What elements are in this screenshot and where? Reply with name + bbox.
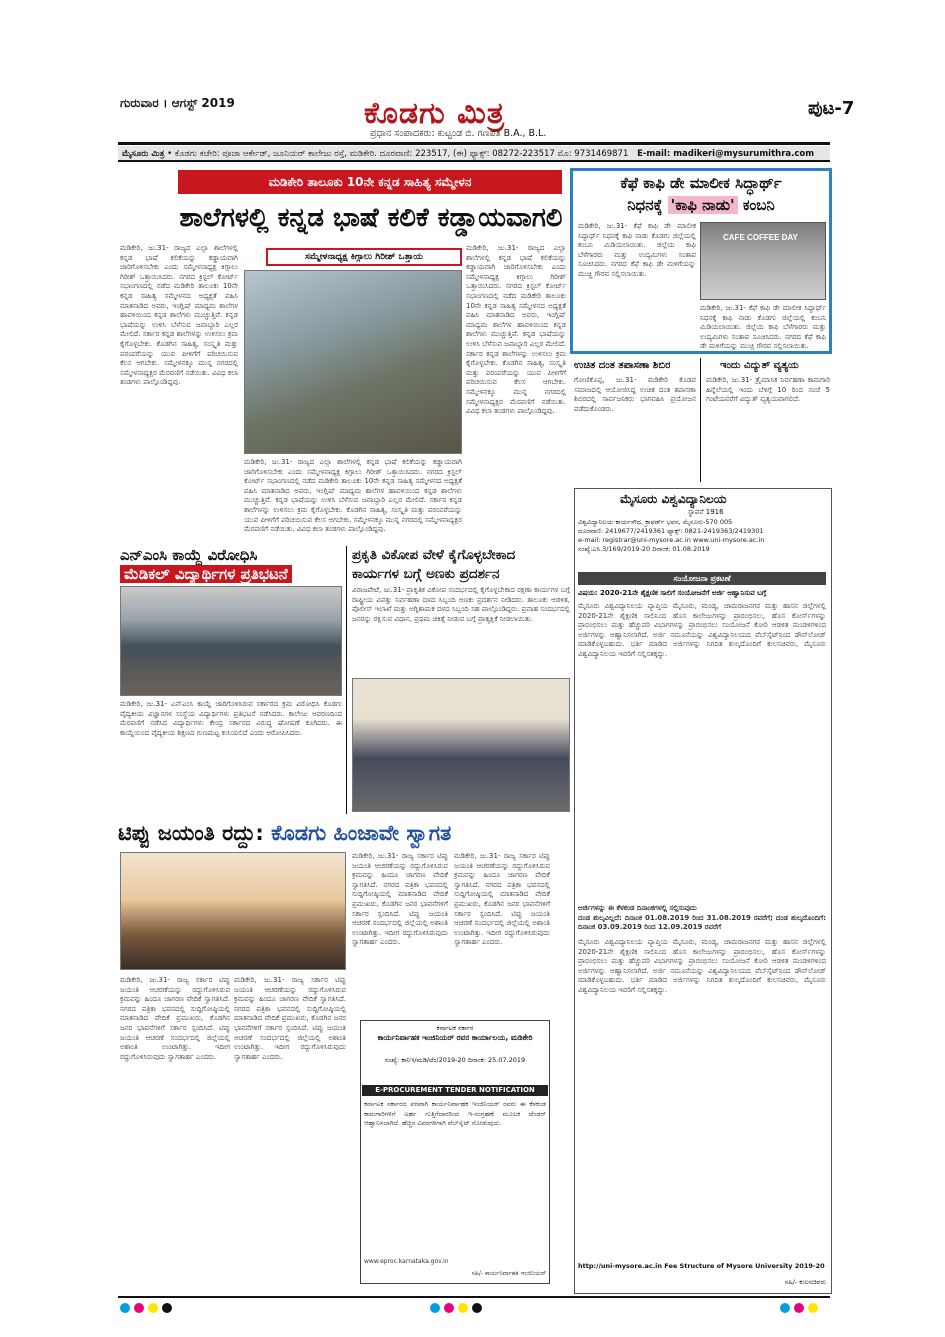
university-established: ಸ್ಥಾಪನೆ 1916 bbox=[688, 508, 724, 516]
lead-banner: ಮಡಿಕೇರಿ ತಾಲೂಕು 10ನೇ ಕನ್ನಡ ಸಾಹಿತ್ಯ ಸಮ್ಮೇಳನ bbox=[178, 170, 562, 194]
brief-power-title: ಇಂದು ವಿದ್ಯುತ್ ವ್ಯತ್ಯಯ bbox=[720, 360, 799, 371]
tipu-headline-black: ಟಿಪ್ಪು ಜಯಂತಿ ರದ್ದು: bbox=[118, 821, 264, 845]
university-notice-bar: ಸಂಯೋಜನಾ ಪ್ರಕಟಣೆ bbox=[578, 572, 826, 585]
cafe-headline-line2 bbox=[576, 194, 826, 216]
university-dates-body: ದಂಡ ಶುಲ್ಕವಿಲ್ಲದೆ: ದಿನಾಂಕ 01.08.2019 ರಿಂದ 31.08.2019 ರವರೆಗೆ; ದಂಡ ಶುಲ್ಕದೊಂದಿಗೆ: ದಿನಾಂಕ 03.09.2019 ರಿಂದ 12.09.2019 ರವರೆಗೆ bbox=[578, 913, 826, 932]
registration-mark-black-2 bbox=[472, 1303, 482, 1313]
disaster-body: ವಿರಾಜಪೇಟೆ, ಜು.31- ಪ್ರಾಕೃತಿಕ ವಿಕೋಪ ಸಂದರ್ಭದಲ್ಲಿ ಕೈಗೊಳ್ಳಬೇಕಾದ ರಕ್ಷಣಾ ಕಾರ್ಯಗಳ ಬಗ್ಗೆ ರಾಷ್ಟ್ರೀಯ ವಿಪತ್ತು ನಿರ್ವಹಣಾ ದಳದ ಸಿಬ್ಬಂದಿ ಅಣಕು ಪ್ರದರ್ಶನ ನೀಡಿದರು. ತಾಲೂಕು ಆಡಳಿತ, ಪೊಲೀಸ್ ಇಲಾಖೆ ಮತ್ತು ಅಗ್ನಿಶಾಮಕ ದಳದ ಸಿಬ್ಬಂದಿ ಸಹ ಪಾಲ್ಗೊಂಡಿದ್ದರು. ಪ್ರವಾಹ ಸಂದರ್ಭದಲ್ಲಿ ಜನರನ್ನು ರಕ್ಷಿಸುವ ವಿಧಾನ, ಪ್ರಥಮ ಚಿಕಿತ್ಸೆ ನೀಡುವ ಬಗ್ಗೆ ಪ್ರಾತ್ಯಕ್ಷಿಕೆ ನೀಡಲಾಯಿತು. bbox=[352, 586, 570, 623]
lead-body-col3: ಮಡಿಕೇರಿ, ಜು.31- ರಾಜ್ಯದ ಎಲ್ಲಾ ಶಾಲೆಗಳಲ್ಲಿ ಕನ್ನಡ ಭಾಷೆ ಕಲಿಕೆಯನ್ನು ಕಡ್ಡಾಯವಾಗಿ ಜಾರಿಗೊಳಿಸಬೇಕು ಎಂದು ಸಮ್ಮೇಳನಾಧ್ಯಕ್ಷ ಕಿಗ್ಗಾಲು ಗಿರೀಶ್ ಒತ್ತಾಯಿಸಿದರು. ನಗರದ ಕ್ರಿಸ್ಟಲ್ ಕೋರ್ಟ್ ಸಭಾಂಗಣದಲ್ಲಿ ನಡೆದ ಮಡಿಕೇರಿ ತಾಲೂಕು 10ನೇ ಕನ್ನಡ ಸಾಹಿತ್ಯ ಸಮ್ಮೇಳನದ ಅಧ್ಯಕ್ಷತೆ ವಹಿಸಿ ಮಾತನಾಡಿದ ಅವರು, ಇಂಗ್ಲಿಷ್ ಮಾಧ್ಯಮ ಶಾಲೆಗಳ ಹಾವಳಿಯಿಂದ ಕನ್ನಡ ಶಾಲೆಗಳು ಮುಚ್ಚುತ್ತಿವೆ. ಕನ್ನಡ ಭಾಷೆಯನ್ನು ಉಳಿಸಿ ಬೆಳೆಸುವ ಜವಾಬ್ದಾರಿ ಎಲ್ಲರ ಮೇಲಿದೆ. ಸರ್ಕಾರ ಕನ್ನಡ ಶಾಲೆಗಳನ್ನು ಉಳಿಸಲು ಕ್ರಮ ಕೈಗೊಳ್ಳಬೇಕು. ಕೊಡಗಿನ ಸಾಹಿತ್ಯ, ಸಂಸ್ಕೃತಿ ಮತ್ತು ಪರಂಪರೆಯನ್ನು ಯುವ ಪೀಳಿಗೆಗೆ ಪರಿಚಯಿಸುವ ಕೆಲಸ ಆಗಬೇಕು. ಸಮ್ಮೇಳನಕ್ಕೂ ಮುನ್ನ ನಗರದಲ್ಲಿ ಸಮ್ಮೇಳನಾಧ್ಯಕ್ಷರ ಮೆರವಣಿಗೆ ನಡೆಯಿತು. ವಿವಿಧ ಕಲಾ ತಂಡಗಳು ಪಾಲ್ಗೊಂಡಿದ್ದವು. bbox=[466, 244, 566, 416]
registration-mark-yellow-2 bbox=[458, 1303, 468, 1313]
tender-ref: ಸಂಖ್ಯೆ: ಕಾನಿಇ/ಮಡಿ/ಟೆಂ/2019-20 ದಿನಾಂಕ: 25.07.2019 bbox=[384, 1056, 526, 1064]
cafe-headline-line1: ಕೆಫೆ ಕಾಫಿ ಡೇ ಮಾಲೀಕ ಸಿದ್ಧಾರ್ಥ್ bbox=[620, 174, 782, 192]
cafe-store-photo bbox=[700, 222, 826, 300]
tender-website[interactable]: www.eproc.karnataka.gov.in bbox=[364, 1258, 449, 1265]
tipu-headline bbox=[118, 818, 568, 848]
university-ref: ಸಂಖ್ಯೆ:ಎಸಿ.3/169/2019-20 ದಿನಾಂಕ: 01.08.2019 bbox=[578, 545, 710, 553]
university-website-note[interactable]: http://uni-mysore.ac.in Fee Structure of Mysore University 2019-20 bbox=[578, 1262, 825, 1270]
issue-date: ಗುರುವಾರ । ಆಗಸ್ಟ್ 2019 bbox=[120, 96, 235, 110]
infobar-brand: ಮೈಸೂರು ಮಿತ್ರ bbox=[122, 149, 165, 159]
tipu-body-col2: ಮಡಿಕೇರಿ, ಜು.31- ರಾಜ್ಯ ಸರ್ಕಾರ ಟಿಪ್ಪು ಜಯಂತಿ ಆಚರಣೆಯನ್ನು ರದ್ದುಗೊಳಿಸಿರುವ ಕ್ರಮವನ್ನು ಹಿಂದೂ ಜಾಗರಣ ವೇದಿಕೆ ಸ್ವಾಗತಿಸಿದೆ. ನಗರದ ಪತ್ರಿಕಾ ಭವನದಲ್ಲಿ ಸುದ್ದಿಗೋಷ್ಠಿಯಲ್ಲಿ ಮಾತನಾಡಿದ ವೇದಿಕೆ ಪ್ರಮುಖರು, ಕೊಡಗಿನ ಜನರ ಭಾವನೆಗಳಿಗೆ ಸರ್ಕಾರ ಸ್ಪಂದಿಸಿದೆ. ಟಿಪ್ಪು ಜಯಂತಿ ಆಚರಣೆ ಸಂದರ್ಭದಲ್ಲಿ ಜಿಲ್ಲೆಯಲ್ಲಿ ಅಶಾಂತಿ ಉಂಟಾಗಿತ್ತು. ಇದೀಗ ರದ್ದುಗೊಳಿಸಿರುವುದು ಸ್ವಾಗತಾರ್ಹ ಎಂದರು. bbox=[234, 976, 346, 1061]
tender-title-bar: E-PROCUREMENT TENDER NOTIFICATION bbox=[362, 1085, 548, 1096]
brief-dental-title: ಉಚಿತ ದಂತ ತಪಾಸಣಾ ಶಿಬಿರ bbox=[574, 360, 671, 371]
cafe-headline-highlight: 'ಕಾಫಿ ನಾಡು' bbox=[668, 196, 738, 214]
disaster-headline bbox=[352, 546, 570, 584]
tipu-headline-blue: ಕೊಡಗು ಹಿಂಜಾವೇ ಸ್ವಾಗತ bbox=[271, 821, 452, 845]
university-title: ಮೈಸೂರು ವಿಶ್ವವಿದ್ಯಾನಿಲಯ bbox=[620, 492, 727, 506]
footer-rule bbox=[118, 1296, 830, 1298]
nmc-headline-line2: ಮೆಡಿಕಲ್ ವಿದ್ಯಾರ್ಥಿಗಳ ಪ್ರತಿಭಟನೆ bbox=[120, 565, 292, 583]
tender-office: ಕಾರ್ಯನಿರ್ವಾಹಕ ಇಂಜಿನಿಯರ್ ರವರ ಕಾರ್ಯಾಲಯ, ಮಡಿಕೇರಿ bbox=[377, 1033, 533, 1042]
university-signature: ಸಹಿ/- ಕುಲಸಚಿವರು bbox=[784, 1278, 826, 1286]
lead-headline: ಶಾಲೆಗಳಲ್ಲಿ ಕನ್ನಡ ಭಾಷೆ ಕಲಿಕೆ ಕಡ್ಡಾಯವಾಗಲಿ bbox=[179, 203, 563, 233]
tipu-body-col4: ಮಡಿಕೇರಿ, ಜು.31- ರಾಜ್ಯ ಸರ್ಕಾರ ಟಿಪ್ಪು ಜಯಂತಿ ಆಚರಣೆಯನ್ನು ರದ್ದುಗೊಳಿಸಿರುವ ಕ್ರಮವನ್ನು ಹಿಂದೂ ಜಾಗರಣ ವೇದಿಕೆ ಸ್ವಾಗತಿಸಿದೆ. ನಗರದ ಪತ್ರಿಕಾ ಭವನದಲ್ಲಿ ಸುದ್ದಿಗೋಷ್ಠಿಯಲ್ಲಿ ಮಾತನಾಡಿದ ವೇದಿಕೆ ಪ್ರಮುಖರು, ಕೊಡಗಿನ ಜನರ ಭಾವನೆಗಳಿಗೆ ಸರ್ಕಾರ ಸ್ಪಂದಿಸಿದೆ. ಟಿಪ್ಪು ಜಯಂತಿ ಆಚರಣೆ ಸಂದರ್ಭದಲ್ಲಿ ಜಿಲ್ಲೆಯಲ್ಲಿ ಅಶಾಂತಿ ಉಂಟಾಗಿತ್ತು. ಇದೀಗ ರದ್ದುಗೊಳಿಸಿರುವುದು ಸ್ವಾಗತಾರ್ಹ ಎಂದರು. bbox=[454, 852, 550, 947]
university-email[interactable]: e-mail: registrar@uni-mysore.ac.in www.uni-mysore.ac.in bbox=[578, 536, 765, 544]
university-address: ವಿಶ್ವವಿದ್ಯಾನಿಲಯ ಕಾರ್ಯಸೌಧ, ಕ್ರಾಫರ್ಡ್ ಭವನ, ಮೈಸೂರು-570 005 bbox=[578, 518, 733, 526]
column-divider bbox=[346, 546, 347, 814]
lead-body-col2: ಮಡಿಕೇರಿ, ಜು.31- ರಾಜ್ಯದ ಎಲ್ಲಾ ಶಾಲೆಗಳಲ್ಲಿ ಕನ್ನಡ ಭಾಷೆ ಕಲಿಕೆಯನ್ನು ಕಡ್ಡಾಯವಾಗಿ ಜಾರಿಗೊಳಿಸಬೇಕು ಎಂದು ಸಮ್ಮೇಳನಾಧ್ಯಕ್ಷ ಕಿಗ್ಗಾಲು ಗಿರೀಶ್ ಒತ್ತಾಯಿಸಿದರು. ನಗರದ ಕ್ರಿಸ್ಟಲ್ ಕೋರ್ಟ್ ಸಭಾಂಗಣದಲ್ಲಿ ನಡೆದ ಮಡಿಕೇರಿ ತಾಲೂಕು 10ನೇ ಕನ್ನಡ ಸಾಹಿತ್ಯ ಸಮ್ಮೇಳನದ ಅಧ್ಯಕ್ಷತೆ ವಹಿಸಿ ಮಾತನಾಡಿದ ಅವರು, ಇಂಗ್ಲಿಷ್ ಮಾಧ್ಯಮ ಶಾಲೆಗಳ ಹಾವಳಿಯಿಂದ ಕನ್ನಡ ಶಾಲೆಗಳು ಮುಚ್ಚುತ್ತಿವೆ. ಕನ್ನಡ ಭಾಷೆಯನ್ನು ಉಳಿಸಿ ಬೆಳೆಸುವ ಜವಾಬ್ದಾರಿ ಎಲ್ಲರ ಮೇಲಿದೆ. ಸರ್ಕಾರ ಕನ್ನಡ ಶಾಲೆಗಳನ್ನು ಉಳಿಸಲು ಕ್ರಮ ಕೈಗೊಳ್ಳಬೇಕು. ಕೊಡಗಿನ ಸಾಹಿತ್ಯ, ಸಂಸ್ಕೃತಿ ಮತ್ತು ಪರಂಪರೆಯನ್ನು ಯುವ ಪೀಳಿಗೆಗೆ ಪರಿಚಯಿಸುವ ಕೆಲಸ ಆಗಬೇಕು. ಸಮ್ಮೇಳನಕ್ಕೂ ಮುನ್ನ ನಗರದಲ್ಲಿ ಸಮ್ಮೇಳನಾಧ್ಯಕ್ಷರ ಮೆರವಣಿಗೆ ನಡೆಯಿತು. ವಿವಿಧ ಕಲಾ ತಂಡಗಳು ಪಾಲ್ಗೊಂಡಿದ್ದವು. bbox=[244, 458, 462, 534]
tender-header bbox=[362, 1024, 548, 1065]
masthead-rule bbox=[118, 142, 830, 145]
cafe-body-col2: ಮಡಿಕೇರಿ, ಜು.31- ಕೆಫೆ ಕಾಫಿ ಡೇ ಮಾಲೀಕ ಸಿದ್ಧಾರ್ಥ್ ನಿಧನಕ್ಕೆ ಕಾಫಿ ನಾಡು ಕೊಡಗು ಜಿಲ್ಲೆಯಲ್ಲಿ ಕಂಬನಿ ಮಿಡಿಯಲಾಯಿತು. ಜಿಲ್ಲೆಯ ಕಾಫಿ ಬೆಳೆಗಾರರು ಮತ್ತು ಉದ್ಯಮಿಗಳು ಸಂತಾಪ ಸೂಚಿಸಿದರು. ನಗರದ ಕೆಫೆ ಕಾಫಿ ಡೇ ಮಳಿಗೆಯನ್ನು ಮುಚ್ಚಿ ಗೌರವ ಸಲ್ಲಿಸಲಾಯಿತು. bbox=[700, 304, 826, 350]
cafe-headline-pre: ನಿಧನಕ್ಕೆ bbox=[627, 196, 663, 214]
brief-power-body: ಮಡಿಕೇರಿ, ಜು.31- ತ್ರೈಮಾಸಿಕ ನಿರ್ವಹಣಾ ಕಾಮಗಾರಿ ಹಿನ್ನೆಲೆಯಲ್ಲಿ ಇಂದು ಬೆಳಿಗ್ಗೆ 10 ರಿಂದ ಸಂಜೆ 5 ಗಂಟೆಯವರೆಗೆ ವಿದ್ಯುತ್ ವ್ಯತ್ಯಯವಾಗಲಿದೆ. bbox=[706, 376, 830, 404]
tender-dept: ಕರ್ನಾಟಕ ಸರ್ಕಾರ bbox=[436, 1024, 474, 1032]
registration-mark-cyan-3 bbox=[780, 1303, 790, 1313]
tender-body: ಕರ್ನಾಟಕ ಸರ್ಕಾರದ ಪರವಾಗಿ ಕಾರ್ಯನಿರ್ವಾಹಕ ಇಂಜಿನಿಯರ್ ರವರು ಈ ಕೆಳಕಂಡ ಕಾಮಗಾರಿಗಳಿಗೆ ಅರ್ಹ ಗುತ್ತಿಗೆದಾರರಿಂದ ಇ-ಸಂಗ್ರಹಣೆ ಮೂಲಕ ಟೆಂಡರ್ ಆಹ್ವಾನಿಸಲಾಗಿದೆ. ಹೆಚ್ಚಿನ ವಿವರಗಳಿಗಾಗಿ ವೆಬ್‌ಸೈಟ್ ನೋಡುವುದು. bbox=[364, 1100, 546, 1128]
registration-mark-magenta bbox=[134, 1303, 144, 1313]
registration-mark-yellow-3 bbox=[808, 1303, 818, 1313]
newspaper-logo: ಕೊಡಗು ಮಿತ್ರ bbox=[364, 96, 506, 131]
disaster-headline-line2: ಕಾರ್ಯಗಳ ಬಗ್ಗೆ ಅಣಕು ಪ್ರದರ್ಶನ bbox=[352, 566, 500, 582]
university-header bbox=[578, 518, 828, 554]
tender-signature: ಸಹಿ/- ಕಾರ್ಯನಿರ್ವಾಹಕ ಇಂಜಿನಿಯರ್ bbox=[471, 1270, 546, 1277]
cafe-store-sign: CAFE COFFEE DAY bbox=[723, 233, 798, 242]
lead-caption: ಸಮ್ಮೇಳನಾಧ್ಯಕ್ಷ ಕಿಗ್ಗಾಲು ಗಿರೀಶ್ ಒತ್ತಾಯ bbox=[266, 248, 462, 266]
infobar-email: E-mail: madikeri@mysurumithra.com bbox=[637, 149, 815, 159]
nmc-body: ಮಡಿಕೇರಿ, ಜು.31- ಎನ್‌ಎಂಸಿ ಕಾಯ್ದೆ ಜಾರಿಗೊಳಿಸಿರುವ ಸರ್ಕಾರದ ಕ್ರಮ ವಿರೋಧಿಸಿ ಕೊಡಗು ವೈದ್ಯಕೀಯ ವಿಜ್ಞಾನಗಳ ಸಂಸ್ಥೆಯ ವಿದ್ಯಾರ್ಥಿಗಳು ಪ್ರತಿಭಟನೆ ನಡೆಸಿದರು. ಕಾಲೇಜು ಆವರಣದಿಂದ ಮೆರವಣಿಗೆ ನಡೆಸಿದ ವಿದ್ಯಾರ್ಥಿಗಳು ಕೇಂದ್ರ ಸರ್ಕಾರದ ವಿರುದ್ಧ ಘೋಷಣೆ ಕೂಗಿದರು. ಈ ಕಾಯ್ದೆಯಿಂದ ವೈದ್ಯಕೀಯ ಶಿಕ್ಷಣದ ಗುಣಮಟ್ಟ ಕುಸಿಯಲಿದೆ ಎಂದು ಆರೋಪಿಸಿದರು. bbox=[120, 700, 342, 737]
press-meet-photo bbox=[120, 852, 346, 970]
registration-mark-yellow bbox=[148, 1303, 158, 1313]
tipu-body-col1: ಮಡಿಕೇರಿ, ಜು.31- ರಾಜ್ಯ ಸರ್ಕಾರ ಟಿಪ್ಪು ಜಯಂತಿ ಆಚರಣೆಯನ್ನು ರದ್ದುಗೊಳಿಸಿರುವ ಕ್ರಮವನ್ನು ಹಿಂದೂ ಜಾಗರಣ ವೇದಿಕೆ ಸ್ವಾಗತಿಸಿದೆ. ನಗರದ ಪತ್ರಿಕಾ ಭವನದಲ್ಲಿ ಸುದ್ದಿಗೋಷ್ಠಿಯಲ್ಲಿ ಮಾತನಾಡಿದ ವೇದಿಕೆ ಪ್ರಮುಖರು, ಕೊಡಗಿನ ಜನರ ಭಾವನೆಗಳಿಗೆ ಸರ್ಕಾರ ಸ್ಪಂದಿಸಿದೆ. ಟಿಪ್ಪು ಜಯಂತಿ ಆಚರಣೆ ಸಂದರ್ಭದಲ್ಲಿ ಜಿಲ್ಲೆಯಲ್ಲಿ ಅಶಾಂತಿ ಉಂಟಾಗಿತ್ತು. ಇದೀಗ ರದ್ದುಗೊಳಿಸಿರುವುದು ಸ್ವಾಗತಾರ್ಹ ಎಂದರು. bbox=[120, 976, 230, 1061]
disaster-headline-line1: ಪ್ರಕೃತಿ ವಿಕೋಪ ವೇಳೆ ಕೈಗೊಳ್ಳಬೇಕಾದ bbox=[352, 547, 516, 563]
registration-mark-cyan bbox=[120, 1303, 130, 1313]
lead-body-col1: ಮಡಿಕೇರಿ, ಜು.31- ರಾಜ್ಯದ ಎಲ್ಲಾ ಶಾಲೆಗಳಲ್ಲಿ ಕನ್ನಡ ಭಾಷೆ ಕಲಿಕೆಯನ್ನು ಕಡ್ಡಾಯವಾಗಿ ಜಾರಿಗೊಳಿಸಬೇಕು ಎಂದು ಸಮ್ಮೇಳನಾಧ್ಯಕ್ಷ ಕಿಗ್ಗಾಲು ಗಿರೀಶ್ ಒತ್ತಾಯಿಸಿದರು. ನಗರದ ಕ್ರಿಸ್ಟಲ್ ಕೋರ್ಟ್ ಸಭಾಂಗಣದಲ್ಲಿ ನಡೆದ ಮಡಿಕೇರಿ ತಾಲೂಕು 10ನೇ ಕನ್ನಡ ಸಾಹಿತ್ಯ ಸಮ್ಮೇಳನದ ಅಧ್ಯಕ್ಷತೆ ವಹಿಸಿ ಮಾತನಾಡಿದ ಅವರು, ಇಂಗ್ಲಿಷ್ ಮಾಧ್ಯಮ ಶಾಲೆಗಳ ಹಾವಳಿಯಿಂದ ಕನ್ನಡ ಶಾಲೆಗಳು ಮುಚ್ಚುತ್ತಿವೆ. ಕನ್ನಡ ಭಾಷೆಯನ್ನು ಉಳಿಸಿ ಬೆಳೆಸುವ ಜವಾಬ್ದಾರಿ ಎಲ್ಲರ ಮೇಲಿದೆ. ಸರ್ಕಾರ ಕನ್ನಡ ಶಾಲೆಗಳನ್ನು ಉಳಿಸಲು ಕ್ರಮ ಕೈಗೊಳ್ಳಬೇಕು. ಕೊಡಗಿನ ಸಾಹಿತ್ಯ, ಸಂಸ್ಕೃತಿ ಮತ್ತು ಪರಂಪರೆಯನ್ನು ಯುವ ಪೀಳಿಗೆಗೆ ಪರಿಚಯಿಸುವ ಕೆಲಸ ಆಗಬೇಕು. ಸಮ್ಮೇಳನಕ್ಕೂ ಮುನ್ನ ನಗರದಲ್ಲಿ ಸಮ್ಮೇಳನಾಧ್ಯಕ್ಷರ ಮೆರವಣಿಗೆ ನಡೆಯಿತು. ವಿವಿಧ ಕಲಾ ತಂಡಗಳು ಪಾಲ್ಗೊಂಡಿದ್ದವು. bbox=[120, 244, 238, 387]
nmc-headline bbox=[120, 546, 342, 584]
page-number: ಪುಟ-7 bbox=[808, 98, 855, 119]
infobar-address: • ಕೊಡಗು ಕಚೇರಿ: ಪೂಜಾ ಆರ್ಕೇಡ್, ಜೂನಿಯರ್ ಕಾಲೇಜು ರಸ್ತೆ, ಮಡಿಕೇರಿ. ದೂರವಾಣಿ: 223517, (ಈ) ಫ್ಯಾಕ್ಸ್: 08272-223517 ಮೊ: 9731469871 bbox=[167, 149, 629, 159]
mock-drill-photo bbox=[352, 678, 570, 812]
cafe-headline bbox=[576, 172, 826, 216]
student-protest-photo bbox=[120, 586, 342, 696]
brief-dental-body: ಗೋಣಿಕೊಪ್ಪ, ಜು.31- ಮಡಿಕೇರಿ ಕೊಡವ ಸಮಾಜದಲ್ಲಿ ಆಯೋಜಿಸಿದ್ದ ಉಚಿತ ದಂತ ತಪಾಸಣಾ ಶಿಬಿರದಲ್ಲಿ ಸಾರ್ವಜನಿಕರು ಭಾಗವಹಿಸಿ ಪ್ರಯೋಜನ ಪಡೆದುಕೊಂಡರು. bbox=[574, 376, 696, 413]
university-dates-title: ಅರ್ಜಿಗಳನ್ನು ಈ ಕೆಳಕಂಡ ದಿನಾಂಕಗಳಲ್ಲಿ ಸಲ್ಲಿಸುವುದು bbox=[578, 904, 697, 912]
university-body-2: ಮೈಸೂರು ವಿಶ್ವವಿದ್ಯಾನಿಲಯ ವ್ಯಾಪ್ತಿಯ ಮೈಸೂರು, ಮಂಡ್ಯ, ಚಾಮರಾಜನಗರ ಮತ್ತು ಹಾಸನ ಜಿಲ್ಲೆಗಳಲ್ಲಿ 2020-21ನೇ ಶೈಕ್ಷಣಿಕ ಸಾಲಿನಿಂದ ಹೊಸ ಕಾಲೇಜುಗಳನ್ನು ಪ್ರಾರಂಭಿಸಲು, ಹೊಸ ಕೋರ್ಸ್‌ಗಳನ್ನು ಪ್ರಾರಂಭಿಸಲು ಮತ್ತು ಹೆಚ್ಚುವರಿ ವಿಭಾಗಗಳನ್ನು ಪ್ರಾರಂಭಿಸಲು ಸಂಯೋಜನೆ ಕೋರಿ ಆಡಳಿತ ಮಂಡಳಿಗಳಿಂದ ಅರ್ಜಿಗಳನ್ನು ಆಹ್ವಾನಿಸಲಾಗಿದೆ. ಅರ್ಜಿ ನಮೂನೆಯನ್ನು ವಿಶ್ವವಿದ್ಯಾನಿಲಯದ ವೆಬ್‌ಸೈಟ್‌ನಿಂದ ಡೌನ್‌ಲೋಡ್ ಮಾಡಿಕೊಳ್ಳಬಹುದು. ಭರ್ತಿ ಮಾಡಿದ ಅರ್ಜಿಗಳನ್ನು ನಿಗದಿತ ಶುಲ್ಕದೊಂದಿಗೆ ಕುಲಸಚಿವರು, ಮೈಸೂರು ವಿಶ್ವವಿದ್ಯಾನಿಲಯ ಇವರಿಗೆ ಸಲ್ಲಿಸತಕ್ಕದ್ದು. bbox=[578, 938, 826, 994]
registration-mark-magenta-3 bbox=[794, 1303, 804, 1313]
tipu-body-col3: ಮಡಿಕೇರಿ, ಜು.31- ರಾಜ್ಯ ಸರ್ಕಾರ ಟಿಪ್ಪು ಜಯಂತಿ ಆಚರಣೆಯನ್ನು ರದ್ದುಗೊಳಿಸಿರುವ ಕ್ರಮವನ್ನು ಹಿಂದೂ ಜಾಗರಣ ವೇದಿಕೆ ಸ್ವಾಗತಿಸಿದೆ. ನಗರದ ಪತ್ರಿಕಾ ಭವನದಲ್ಲಿ ಸುದ್ದಿಗೋಷ್ಠಿಯಲ್ಲಿ ಮಾತನಾಡಿದ ವೇದಿಕೆ ಪ್ರಮುಖರು, ಕೊಡಗಿನ ಜನರ ಭಾವನೆಗಳಿಗೆ ಸರ್ಕಾರ ಸ್ಪಂದಿಸಿದೆ. ಟಿಪ್ಪು ಜಯಂತಿ ಆಚರಣೆ ಸಂದರ್ಭದಲ್ಲಿ ಜಿಲ್ಲೆಯಲ್ಲಿ ಅಶಾಂತಿ ಉಂಟಾಗಿತ್ತು. ಇದೀಗ ರದ್ದುಗೊಳಿಸಿರುವುದು ಸ್ವಾಗತಾರ್ಹ ಎಂದರು. bbox=[352, 852, 448, 947]
nmc-headline-line1: ಎನ್‌ಎಂಸಿ ಕಾಯ್ದೆ ವಿರೋಧಿಸಿ bbox=[120, 546, 258, 564]
editor-line: ಪ್ರಧಾನ ಸಂಪಾದಕರು: ಕುಟ್ಟಂಡ ಬಿ. ಗಣಪತಿ B.A., B.L. bbox=[370, 128, 547, 139]
cafe-headline-post: ಕಂಬನಿ bbox=[742, 196, 775, 214]
university-dates bbox=[578, 904, 826, 934]
brief-divider bbox=[700, 358, 701, 482]
cafe-body-col1: ಮಡಿಕೇರಿ, ಜು.31- ಕೆಫೆ ಕಾಫಿ ಡೇ ಮಾಲೀಕ ಸಿದ್ಧಾರ್ಥ್ ನಿಧನಕ್ಕೆ ಕಾಫಿ ನಾಡು ಕೊಡಗು ಜಿಲ್ಲೆಯಲ್ಲಿ ಕಂಬನಿ ಮಿಡಿಯಲಾಯಿತು. ಜಿಲ್ಲೆಯ ಕಾಫಿ ಬೆಳೆಗಾರರು ಮತ್ತು ಉದ್ಯಮಿಗಳು ಸಂತಾಪ ಸೂಚಿಸಿದರು. ನಗರದ ಕೆಫೆ ಕಾಫಿ ಡೇ ಮಳಿಗೆಯನ್ನು ಮುಚ್ಚಿ ಗೌರವ ಸಲ್ಲಿಸಲಾಯಿತು. bbox=[578, 222, 696, 278]
university-subject: ವಿಷಯ: 2020-21ನೇ ಶೈಕ್ಷಣಿಕ ಸಾಲಿಗೆ ಸಂಯೋಜನೆಗೆ ಅರ್ಜಿ ಆಹ್ವಾನಿಸುವ ಬಗ್ಗೆ bbox=[578, 589, 767, 597]
registration-mark-black bbox=[162, 1303, 172, 1313]
university-body-1: ಮೈಸೂರು ವಿಶ್ವವಿದ್ಯಾನಿಲಯ ವ್ಯಾಪ್ತಿಯ ಮೈಸೂರು, ಮಂಡ್ಯ, ಚಾಮರಾಜನಗರ ಮತ್ತು ಹಾಸನ ಜಿಲ್ಲೆಗಳಲ್ಲಿ 2020-21ನೇ ಶೈಕ್ಷಣಿಕ ಸಾಲಿನಿಂದ ಹೊಸ ಕಾಲೇಜುಗಳನ್ನು ಪ್ರಾರಂಭಿಸಲು, ಹೊಸ ಕೋರ್ಸ್‌ಗಳನ್ನು ಪ್ರಾರಂಭಿಸಲು ಮತ್ತು ಹೆಚ್ಚುವರಿ ವಿಭಾಗಗಳನ್ನು ಪ್ರಾರಂಭಿಸಲು ಸಂಯೋಜನೆ ಕೋರಿ ಆಡಳಿತ ಮಂಡಳಿಗಳಿಂದ ಅರ್ಜಿಗಳನ್ನು ಆಹ್ವಾನಿಸಲಾಗಿದೆ. ಅರ್ಜಿ ನಮೂನೆಯನ್ನು ವಿಶ್ವವಿದ್ಯಾನಿಲಯದ ವೆಬ್‌ಸೈಟ್‌ನಿಂದ ಡೌನ್‌ಲೋಡ್ ಮಾಡಿಕೊಳ್ಳಬಹುದು. ಭರ್ತಿ ಮಾಡಿದ ಅರ್ಜಿಗಳನ್ನು ನಿಗದಿತ ಶುಲ್ಕದೊಂದಿಗೆ ಕುಲಸಚಿವರು, ಮೈಸೂರು ವಿಶ್ವವಿದ್ಯಾನಿಲಯ ಇವರಿಗೆ ಸಲ್ಲಿಸತಕ್ಕದ್ದು. bbox=[578, 602, 826, 658]
registration-mark-cyan-2 bbox=[430, 1303, 440, 1313]
university-phone: ದೂರವಾಣಿ: 2419677/2419361 ಫ್ಯಾಕ್ಸ್: 0821-2419363/2419301 bbox=[578, 527, 764, 535]
registration-mark-magenta-2 bbox=[444, 1303, 454, 1313]
contact-infobar bbox=[118, 146, 830, 162]
procession-photo bbox=[244, 270, 462, 454]
